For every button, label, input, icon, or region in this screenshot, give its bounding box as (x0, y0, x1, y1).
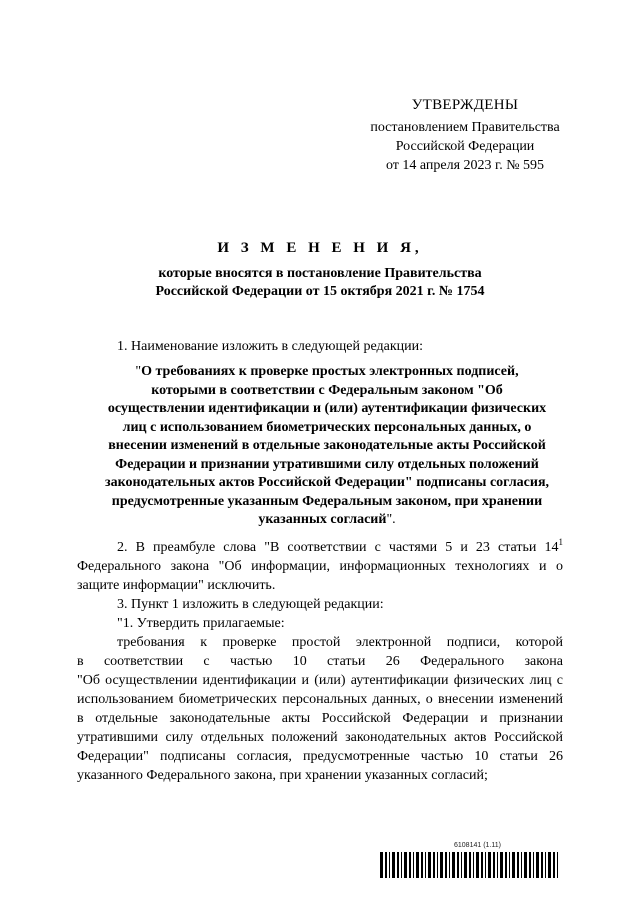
item-3-sub-1: "1. Утвердить прилагаемые: (117, 615, 285, 631)
requirements-line-1: требования к проверке простой электронной подписи, которой (117, 634, 563, 650)
new-title-text: О требованиях к проверке простых электронных подписей, которыми в соответствии с Федеральным законом "Об осуществлении идентификации и (или) аутентификации физических лиц с использованием биометрических персональных данных, о внесении изменений в отдельные законодательные акты Российской Федерации и признании утратившими силу отдельных положений законодательных актов Российской Федерации" подписаны согласия, предусмотренные указанным Федеральным законом, при хранении указанных согласий (104, 364, 550, 527)
approval-line-2: Российской Федерации (395, 139, 535, 154)
approval-block (330, 96, 600, 175)
requirements-text: "Об осуществлении идентификации и (или) аутентификации физических лиц с использованием биометрических персональных данных, о внесении изменений в отдельные законодательные акты Российской Федерации и признании утратившими силу отдельных положений законодательных актов Российской Федерации" подписаны согласия, предусмотренные частью 10 статьи 26 указанного Федерального закона, при хранении указанных согласий; (77, 672, 563, 783)
approval-line-3: от 14 апреля 2023 г. № 595 (385, 158, 545, 173)
barcode-icon (380, 852, 558, 878)
quote-open-mark: " (135, 364, 142, 379)
item-1-paragraph: 1. Наименование изложить в следующей редакции: (117, 339, 423, 354)
approval-line-1: постановлением Правительства (370, 120, 560, 135)
new-title-quote (77, 363, 563, 530)
document-title: И З М Е Н Е Н И Я, (217, 240, 423, 256)
item-2-text-b: Федерального закона "Об информации, информационных технологиях и о защите информации" исключить. (77, 558, 563, 593)
document-code: 6108141 (1.11) (454, 842, 501, 849)
approval-title: УТВЕРЖДЕНЫ (411, 97, 519, 113)
item-2-superscript: 1 (558, 536, 563, 547)
requirements-line-2: в соответствии с частью 10 статьи 26 Федерального закона (77, 653, 563, 669)
document-subtitle (90, 265, 550, 301)
document-body (77, 337, 563, 785)
document-subtitle-line-1: которые вносятся в постановление Правительства (158, 266, 482, 281)
document-subtitle-line-2: Российской Федерации от 15 октября 2021 г. № 1754 (155, 284, 485, 299)
item-2-text-a: 2. В преамбуле слова "В соответствии с частями 5 и 23 статьи 14 (117, 539, 559, 555)
quote-close-mark: ". (386, 512, 396, 527)
item-2-paragraph (77, 538, 563, 595)
item-3-paragraph: 3. Пункт 1 изложить в следующей редакции: (117, 596, 384, 612)
